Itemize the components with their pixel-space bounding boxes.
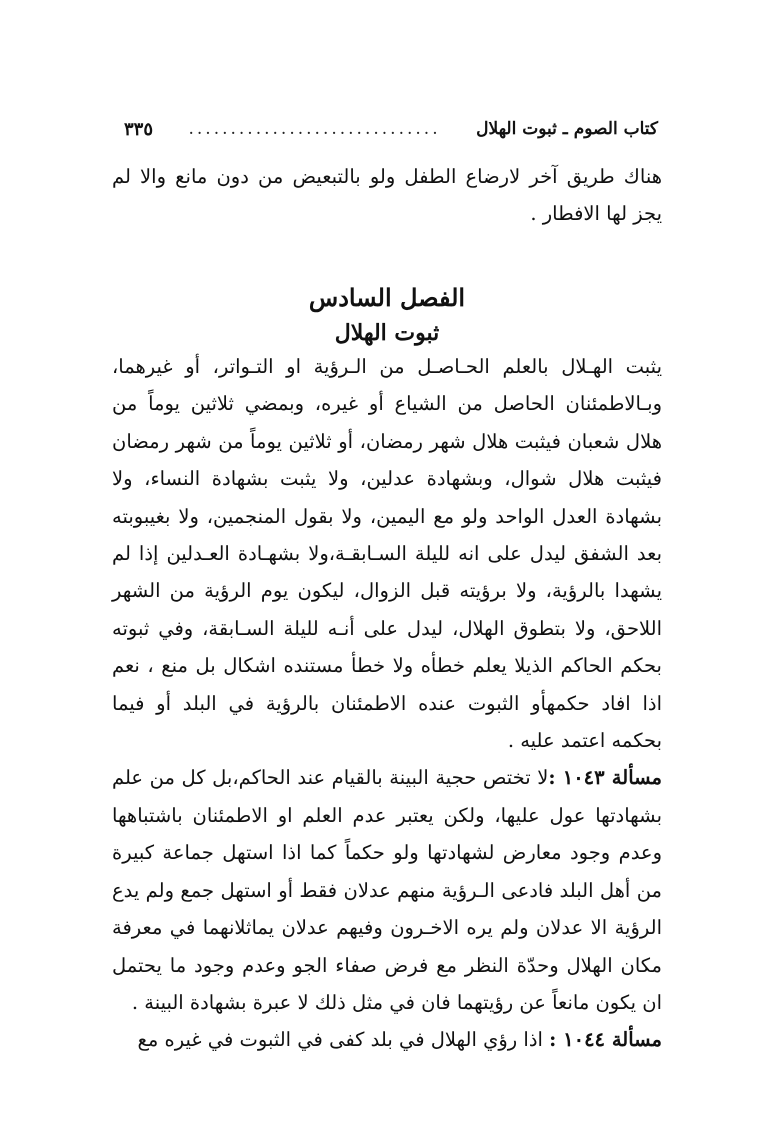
masala-paragraph-1043 [112, 759, 662, 1021]
intro-text-block [112, 158, 662, 233]
main-text-block [112, 348, 662, 1059]
intro-paragraph: هناك طريق آخر لارضاع الطفل ولو بالتبعيض من دون مانع والا لم يجز لها الافطار . [112, 165, 662, 226]
masala-text: لا تختص حجية البينة بالقيام عند الحاكم،بل كل من علم بشهادتها عول عليها، ولكن يعتبر عدم العلم او الاطمئنان باشتباهها وعدم وجود معارض لشهادتها ولو حكماً كما اذا استهل جماعة كبيرة من أهل البلد فادعى الـرؤية منهم عدلان فقط أو استهل جمع ولم يدع الرؤية الا عدلان ولم يره الاخـرون وفيهم عدلان يماثلانهما في معرفة مكان الهلال وحدّة النظر مع فرض صفاء الجو وعدم وجود ما يحتمل ان يكون مانعاً عن رؤيتهما فان في مثل ذلك لا عبرة بشهادة البينة . [112, 766, 662, 1014]
masala-paragraph-1044 [112, 1021, 662, 1058]
body-paragraph: يثبت الهـلال بالعلم الحـاصـل من الـرؤية او التـواتر، أو غيرهما، وبـالاطمئنان الحاصل من الشياع أو غيره، وبمضي ثلاثين يوماً من هلال شعبان فيثبت هلال شهر رمضان، أو ثلاثين يوماً من شهر رمضان فيثبت هلال شوال، وبشهادة عدلين، ولا يثبت بشهادة النساء، ولا بشهادة العدل الواحد ولو مع اليمين، ولا بقول المنجمين، ولا بغيبوبته بعد الشفق ليدل على انه لليلة السـابقـة،ولا بشهـادة العـدلين إذا لم يشهدا بالرؤية، ولا برؤيته قبل الزوال، ليكون يوم الرؤية من الشهر اللاحق، ولا بتطوق الهلال، ليدل على أنـه لليلة السـابقة، وفي ثبوته بحكم الحاكم الذيلا يعلم خطأه ولا خطأ مستنده اشكال بل منع ، نعم اذا افاد حكمهأو الثبوت عنده الاطمئنان بالرؤية في البلد أو فيما بحكمه اعتمد عليه . [112, 355, 662, 753]
masala-text: اذا رؤي الهلال في بلد كفى في الثبوت في غيره مع [137, 1028, 543, 1052]
section-title: ثبوت الهلال [334, 320, 440, 346]
running-header [124, 112, 658, 146]
header-leader-dots: .............................. [188, 119, 441, 139]
masala-heading: مسألة ١٠٤٣ : [548, 766, 662, 790]
page-number: ٣٣٥ [124, 118, 154, 140]
masala-heading: مسألة ١٠٤٤ : [549, 1028, 662, 1052]
running-title: كتاب الصوم ـ ثبوت الهلال [476, 119, 658, 139]
chapter-title: الفصل السادس [308, 283, 466, 312]
